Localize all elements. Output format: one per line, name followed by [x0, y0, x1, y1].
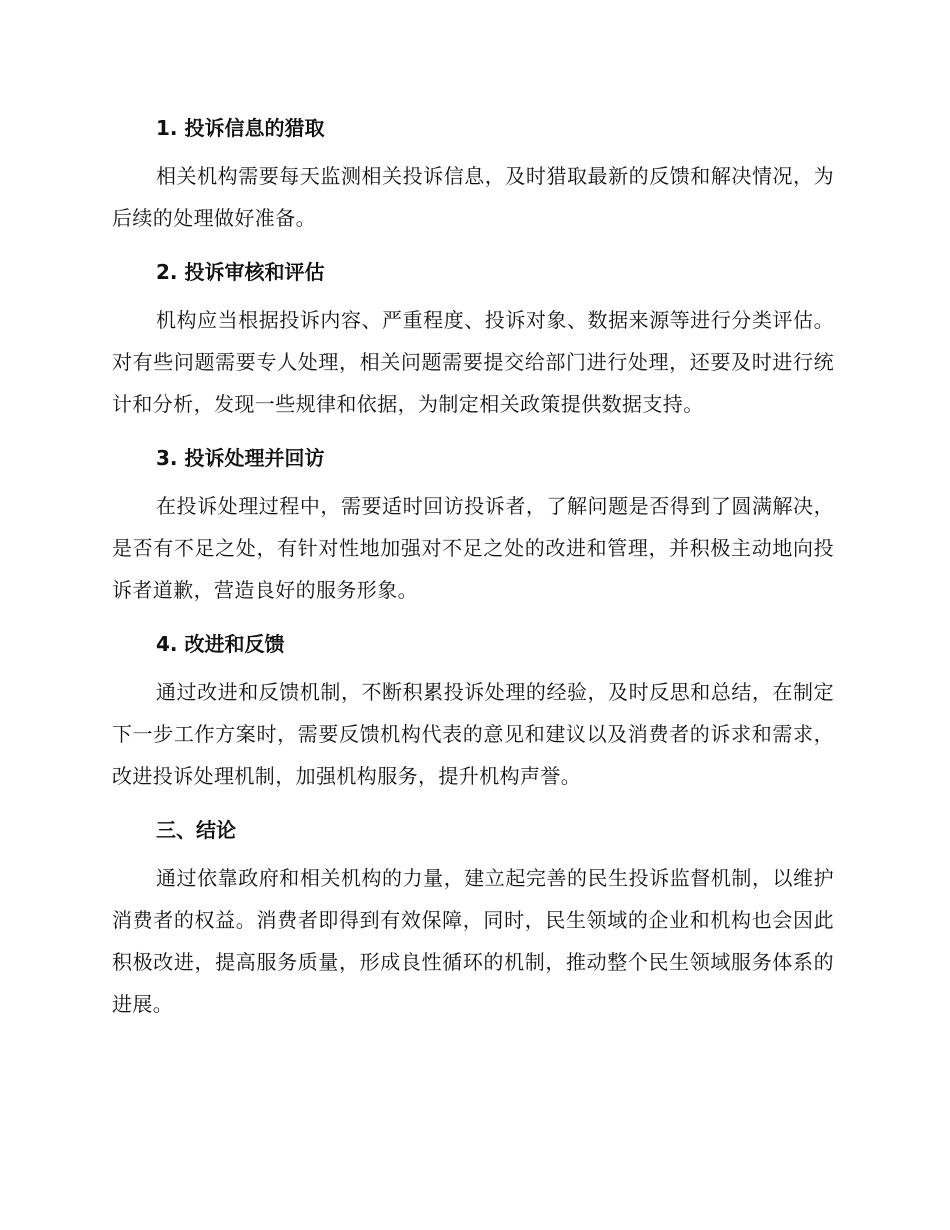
section-heading-4: 4. 改进和反馈	[156, 632, 285, 656]
section-heading-1: 1. 投诉信息的猎取	[156, 116, 325, 140]
document-body	[112, 108, 834, 1025]
section-paragraph-3: 在投诉处理过程中，需要适时回访投诉者，了解问题是否得到了圆满解决，是否有不足之处，有针对性地加强对不足之处的改进和管理，并积极主动地向投诉者道歉，营造良好的服务形象。	[112, 494, 834, 602]
section-heading-2: 2. 投诉审核和评估	[156, 260, 325, 284]
section-paragraph-2: 机构应当根据投诉内容、严重程度、投诉对象、数据来源等进行分类评估。对有些问题需要专人处理，相关问题需要提交给部门进行处理，还要及时进行统计和分析，发现一些规律和依据，为制定相关政策提供数据支持。	[112, 308, 834, 416]
conclusion-paragraph: 通过依靠政府和相关机构的力量，建立起完善的民生投诉监督机制，以维护消费者的权益。消费者即得到有效保障，同时，民生领域的企业和机构也会因此积极改进，提高服务质量，形成良性循环的机制，推动整个民生领域服务体系的进展。	[112, 866, 834, 1016]
conclusion-heading: 三、结论	[156, 818, 236, 842]
section-heading-3: 3. 投诉处理并回访	[156, 446, 325, 470]
section-paragraph-1: 相关机构需要每天监测相关投诉信息，及时猎取最新的反馈和解决情况，为后续的处理做好准备。	[112, 164, 834, 230]
section-paragraph-4: 通过改进和反馈机制，不断积累投诉处理的经验，及时反思和总结，在制定下一步工作方案时，需要反馈机构代表的意见和建议以及消费者的诉求和需求，改进投诉处理机制，加强机构服务，提升机构声誉。	[112, 680, 834, 788]
